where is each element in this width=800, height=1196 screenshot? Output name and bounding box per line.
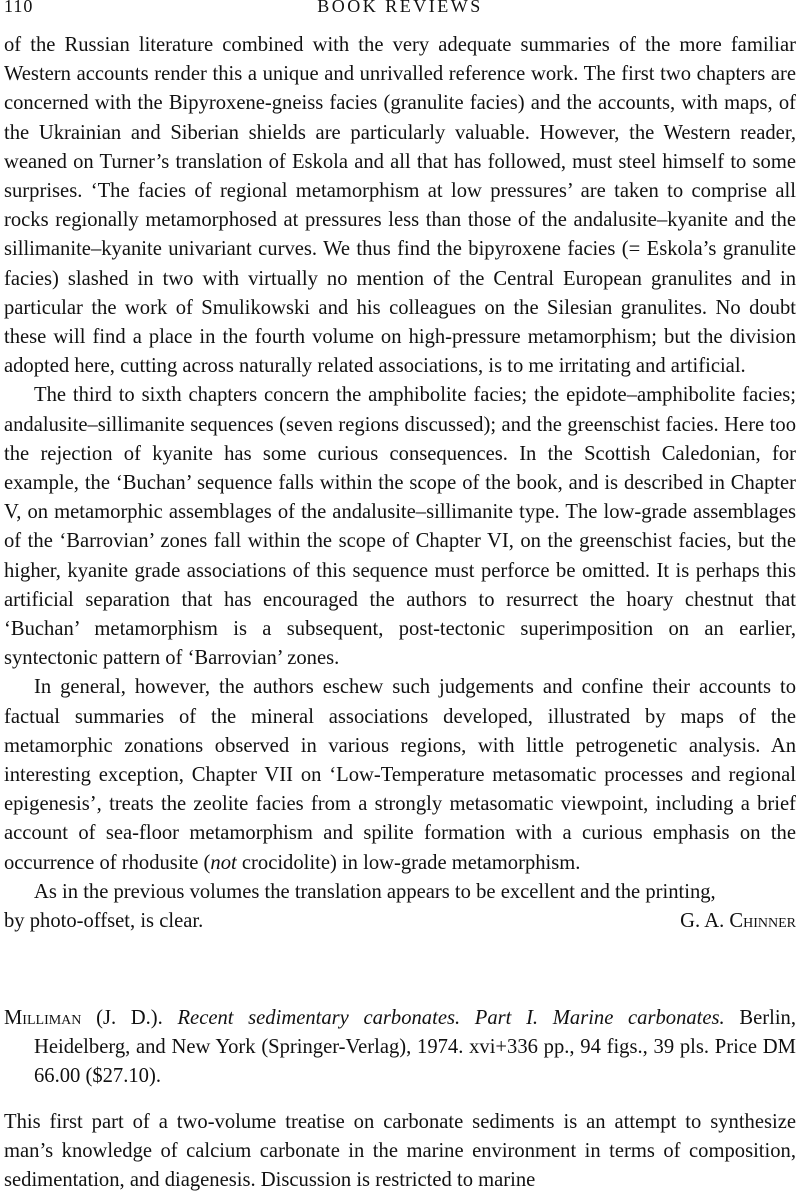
citation-text xyxy=(4,1004,796,1092)
page-number: 110 xyxy=(4,0,34,16)
review-paragraph: of the Russian literature combined with the very adequate summaries of the more familiar Western accounts render this a unique and unrivalled reference work. The first two chapters are concerned with the Bipyroxene-gneiss facies (granulite facies) and the accounts, with maps, of the Ukrainian and Siberian shields are particularly valuable. However, the Western reader, weaned on Turner’s translation of Eskola and all that has followed, must steel himself to some surprises. ‘The facies of regional metamorphism at low pressures’ are taken to comprise all rocks regionally metamorphosed at pressures less than those of the andalusite–kyanite and the sillimanite–kyanite univariant curves. We thus find the bipyroxene facies (= Eskola’s granulite facies) slashed in two with virtually no mention of the Central European granulites and in particular the work of Smulikowski and his colleagues on the Silesian granulites. No doubt these will find a place in the fourth volume on high-pressure metamorphism; but the division adopted here, cutting across naturally related associations, is to me irritating and artificial. xyxy=(4,34,796,378)
review-paragraph xyxy=(4,673,796,877)
review-paragraph: This first part of a two-volume treatise on carbonate sediments is an attempt to synthesize man’s knowledge of calcium carbonate in the marine environment in terms of composition, sedimentation, and diagenesis. Discussion is restricted to marine xyxy=(4,1111,796,1192)
review-paragraph xyxy=(4,878,796,907)
review-chinner xyxy=(4,31,796,936)
page-header xyxy=(4,0,796,20)
paragraph-line: As in the previous volumes the translation appears to be excellent and the printing, xyxy=(34,880,716,903)
paragraph-text: crocidolite) in low-grade metamorphism. xyxy=(236,851,581,874)
reviewer-name: G. A. Chinner xyxy=(680,910,796,933)
book-title: Recent sedimentary carbonates. Part I. Marine carbonates. xyxy=(177,1007,725,1029)
paragraph-line: by photo-offset, is clear. xyxy=(4,910,204,933)
review-milliman xyxy=(4,1108,796,1196)
review-paragraph: The third to sixth chapters concern the amphibolite facies; the epidote–amphibolite facies; andalusite–sillimanite sequences (seven regions discussed); and the greenschist facies. Here too the rejection of kyanite has some curious consequences. In the Scottish Caledonian, for example, the ‘Buchan’ sequence falls within the scope of the book, and is described in Chapter V, on metamorphic assemblages of the andalusite–sillimanite type. The low-grade assemblages of the ‘Barrovian’ zones fall within the scope of Chapter VI, on the greenschist facies, but the higher, kyanite grade associations of this sequence must perforce be omitted. It is perhaps this artificial separation that has encouraged the authors to resurrect the hoary chestnut that ‘Buchan’ metamorphism is a subsequent, post-tectonic superimposition on an earlier, syntectonic pattern of ‘Barrovian’ zones. xyxy=(4,384,796,670)
signature-line xyxy=(4,907,796,936)
emphasis-text: not xyxy=(210,851,237,874)
paragraph-text: In general, however, the authors eschew such judgements and confine their accounts to factual summaries of the mineral associations developed, illustrated by maps of the metamorphic zonations observed in various regions, with little petrogenetic analysis. An interesting exception, Chapter VII on ‘Low-Temperature metasomatic processes and regional epigenesis’, treats the zeolite facies from a strongly metasomatic viewpoint, including a brief account of sea-floor metamorphism and spilite formation with a curious emphasis on the occurrence of rhodusite ( xyxy=(4,676,796,874)
publication-details: Berlin, Heidelberg, and New York (Springer-Verlag), 1974. xvi+336 pp., 94 figs., 39 pls. Price DM 66.00 ($27.10). xyxy=(34,1007,796,1088)
author-initials: (J. D.). xyxy=(81,1007,163,1029)
running-head: BOOK REVIEWS xyxy=(317,0,483,16)
book-author: Milliman xyxy=(4,1007,82,1029)
book-citation xyxy=(4,1004,796,1092)
